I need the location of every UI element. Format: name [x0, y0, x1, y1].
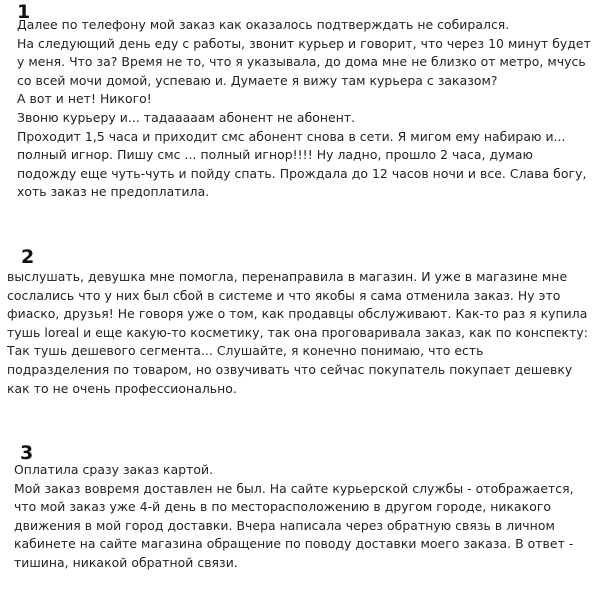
- text-line: у меня. Что за? Время не то, что я указывала, до дома мне не близко от метро, мчусь: [17, 54, 586, 70]
- text-line: фиаско, друзья! Не говоря уже о том, как продавцы обслуживают. Как-то раз я купила: [7, 306, 588, 322]
- text-line: Так тушь дешевого сегмента... Слушайте, я конечно понимаю, что есть: [7, 343, 484, 359]
- review-section-3: [0, 440, 597, 600]
- section-number: 2: [21, 246, 35, 268]
- review-text: [7, 268, 588, 398]
- review-text: [14, 461, 574, 573]
- text-line: движения в мой город доставки. Вчера написала через обратную связь в личном: [14, 517, 555, 533]
- text-line: что мой заказ уже 4-й день в по месторасположению в другом городе, никакого: [14, 499, 552, 515]
- section-number: 3: [20, 442, 34, 464]
- text-line: Проходит 1,5 часа и приходит смс абонент снова в сети. Я мигом ему набираю и...: [17, 128, 566, 144]
- text-line: А вот и нет! Никого!: [17, 91, 152, 107]
- text-line: подожду еще чуть-чуть и пойду спать. Прождала до 12 часов ночи и все. Слава богу,: [17, 165, 587, 181]
- text-line: сослались что у них был сбой в системе и что якобы я сама отменила заказ. Ну это: [7, 287, 561, 303]
- text-line: На следующий день еду с работы, звонит курьер и говорит, что через 10 минут будет: [17, 35, 591, 51]
- text-line: выслушать, девушка мне помогла, перенаправила в магазин. И уже в магазине мне: [7, 269, 568, 284]
- text-line: хоть заказ не предоплатила.: [17, 184, 210, 200]
- text-line: кабинете на сайте магазина обращение по поводу доставки моего заказа. В ответ -: [14, 536, 574, 552]
- text-line: тишина, никакой обратной связи.: [14, 554, 238, 570]
- review-section-2: [0, 240, 597, 420]
- text-line: полный игнор. Пишу смс ... полный игнор!!!! Ну ладно, прошло 2 часа, думаю: [17, 147, 534, 163]
- text-line: тушь loreal и еще какую-то косметику, так она проговаривала заказ, как по конспекту:: [7, 324, 588, 340]
- review-section-1: [0, 0, 597, 230]
- text-line: Звоню курьеру и... тадааааам абонент не абонент.: [17, 109, 356, 125]
- section-number: 1: [17, 1, 31, 23]
- text-line: как то не очень профессионально.: [7, 380, 237, 396]
- text-line: Далее по телефону мой заказ как оказалось подтверждать не собирался.: [17, 17, 510, 32]
- text-line: Мой заказ вовремя доставлен не был. На сайте курьерской службы - отображается,: [14, 480, 574, 496]
- text-line: Оплатила сразу заказ картой.: [14, 462, 214, 477]
- text-line: подразделения по товаром, но озвучивать что сейчас покупатель покупает дешевку: [7, 361, 573, 377]
- text-line: со всей мочи домой, успеваю и. Думаете я вижу там курьера с заказом?: [17, 72, 498, 88]
- review-text: [17, 16, 591, 202]
